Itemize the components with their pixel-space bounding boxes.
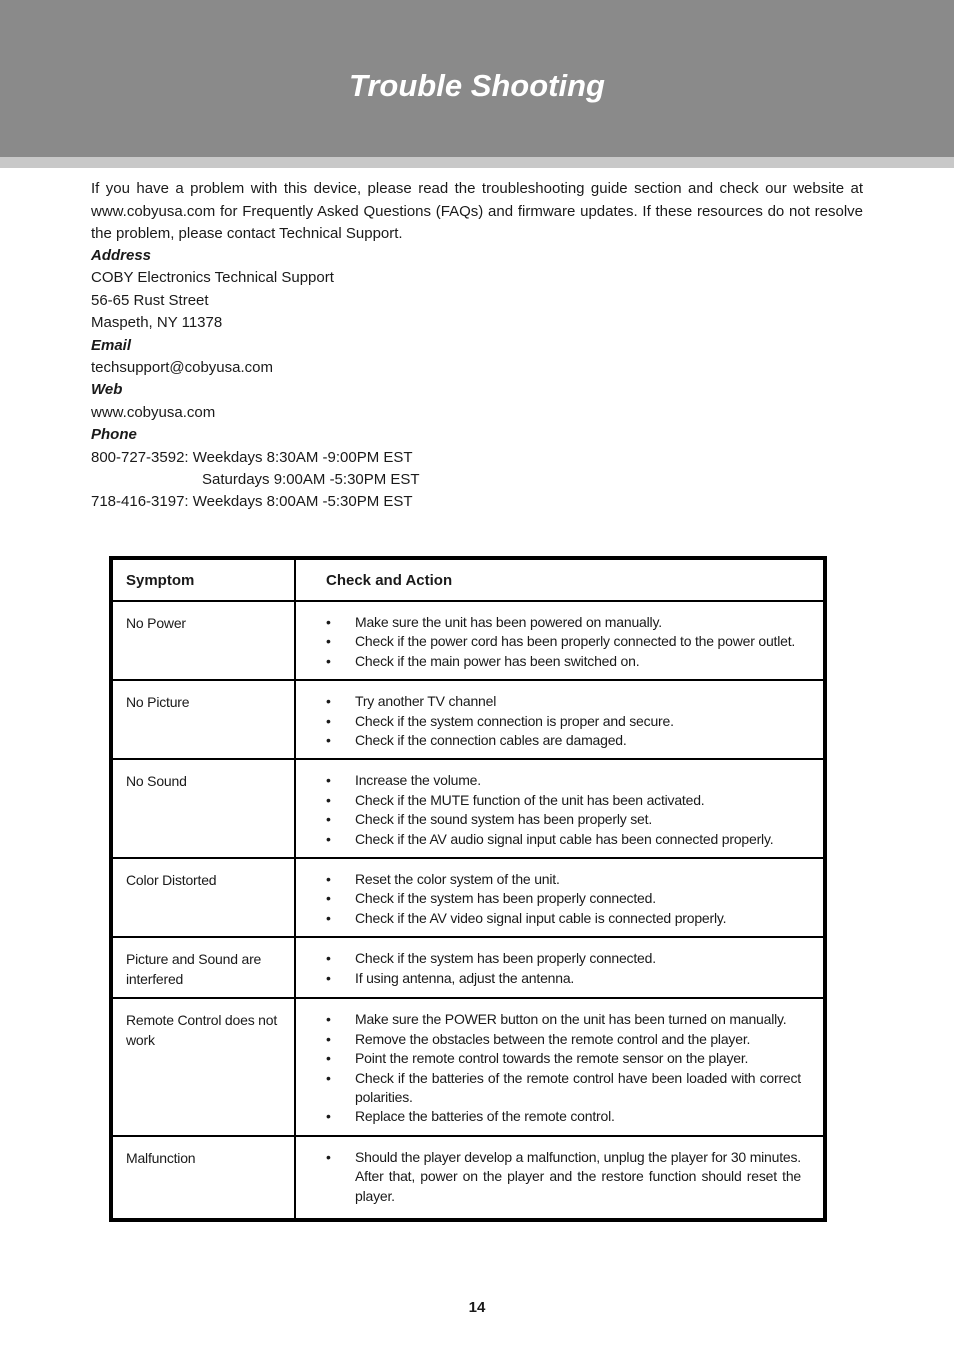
action-cell [295, 1136, 825, 1220]
action-list [326, 1010, 801, 1126]
action-item: • Check if the sound system has been properly set. [326, 810, 801, 829]
table-row [111, 680, 825, 759]
address-label: Address [91, 247, 152, 264]
table-row [111, 937, 825, 998]
action-cell [295, 759, 825, 858]
action-list [326, 692, 801, 750]
action-item: • Check if the batteries of the remote control have been loaded with correct polarities. [326, 1069, 801, 1108]
contact-info [91, 245, 591, 514]
email-label: Email [91, 336, 132, 354]
action-cell [295, 601, 825, 680]
action-item: • Check if the AV video signal input cable is connected properly. [326, 909, 801, 928]
phone-line: 800-727-3592: Weekdays 8:30AM -9:00PM EST [91, 448, 413, 466]
action-cell [295, 937, 825, 998]
action-list [326, 771, 801, 849]
phone-line: Saturdays 9:00AM -5:30PM EST [202, 471, 420, 489]
table-header-row [111, 558, 825, 601]
action-list [326, 949, 801, 988]
action-cell [295, 998, 825, 1135]
action-item: • Make sure the unit has been powered on manually. [326, 613, 801, 632]
table-row [111, 601, 825, 680]
web-value: www.cobyusa.com [91, 403, 216, 421]
action-item: • Remove the obstacles between the remote control and the player. [326, 1030, 801, 1049]
symptom-cell: Picture and Sound are interfered [111, 937, 295, 998]
page-title: Trouble Shooting [348, 68, 605, 103]
action-list [326, 870, 801, 928]
action-item: • Check if the main power has been switched on. [326, 652, 801, 671]
symptom-cell: No Power [111, 601, 295, 680]
table-row [111, 759, 825, 858]
intro-paragraph: If you have a problem with this device, please read the troubleshooting guide section and check our website at www.cobyusa.com for Frequently Asked Questions (FAQs) and firmware updates. If these resources do not resolve the problem, please contact Technical Support. [91, 180, 863, 242]
action-item: • Replace the batteries of the remote control. [326, 1107, 801, 1126]
phone-line: 718-416-3197: Weekdays 8:00AM -5:30PM EST [91, 493, 413, 511]
symptom-header: Symptom [111, 558, 295, 601]
address-line: Maspeth, NY 11378 [91, 314, 223, 332]
action-cell [295, 858, 825, 937]
action-item: • Try another TV channel [326, 692, 801, 711]
phone-label: Phone [91, 426, 137, 444]
action-item: • Increase the volume. [326, 771, 801, 790]
action-item: • Reset the color system of the unit. [326, 870, 801, 889]
header-strip [0, 157, 954, 168]
check-action-header: Check and Action [295, 558, 825, 601]
action-item: • Check if the power cord has been properly connected to the power outlet. [326, 632, 801, 651]
email-value: techsupport@cobyusa.com [91, 359, 273, 377]
action-item: • Check if the system connection is proper and secure. [326, 712, 801, 731]
table-row [111, 998, 825, 1135]
action-item: • Should the player develop a malfunction, unplug the player for 30 minutes. After that, power on the player and the restore function should reset the player. [326, 1148, 801, 1206]
action-item: • If using antenna, adjust the antenna. [326, 969, 801, 988]
address-line: COBY Electronics Technical Support [91, 269, 334, 287]
action-list [326, 613, 801, 671]
symptom-cell: Color Distorted [111, 858, 295, 937]
action-item: • Check if the AV audio signal input cable has been connected properly. [326, 830, 801, 849]
symptom-cell: No Picture [111, 680, 295, 759]
symptom-cell: No Sound [111, 759, 295, 858]
action-item: • Check if the system has been properly connected. [326, 889, 801, 908]
web-label: Web [91, 381, 123, 399]
troubleshooting-table [109, 556, 827, 1222]
action-item: • Make sure the POWER button on the unit has been turned on manually. [326, 1010, 801, 1029]
table-row [111, 1136, 825, 1220]
action-item: • Check if the connection cables are damaged. [326, 731, 801, 750]
action-item: • Point the remote control towards the remote sensor on the player. [326, 1049, 801, 1068]
symptom-cell: Malfunction [111, 1136, 295, 1220]
action-item: • Check if the system has been properly connected. [326, 949, 801, 968]
address-line: 56-65 Rust Street [91, 291, 209, 309]
action-list [326, 1148, 801, 1206]
table-row [111, 858, 825, 937]
action-cell [295, 680, 825, 759]
action-item: • Check if the MUTE function of the unit has been activated. [326, 791, 801, 810]
page-number: 14 [468, 1299, 486, 1316]
symptom-cell: Remote Control does not work [111, 998, 295, 1135]
